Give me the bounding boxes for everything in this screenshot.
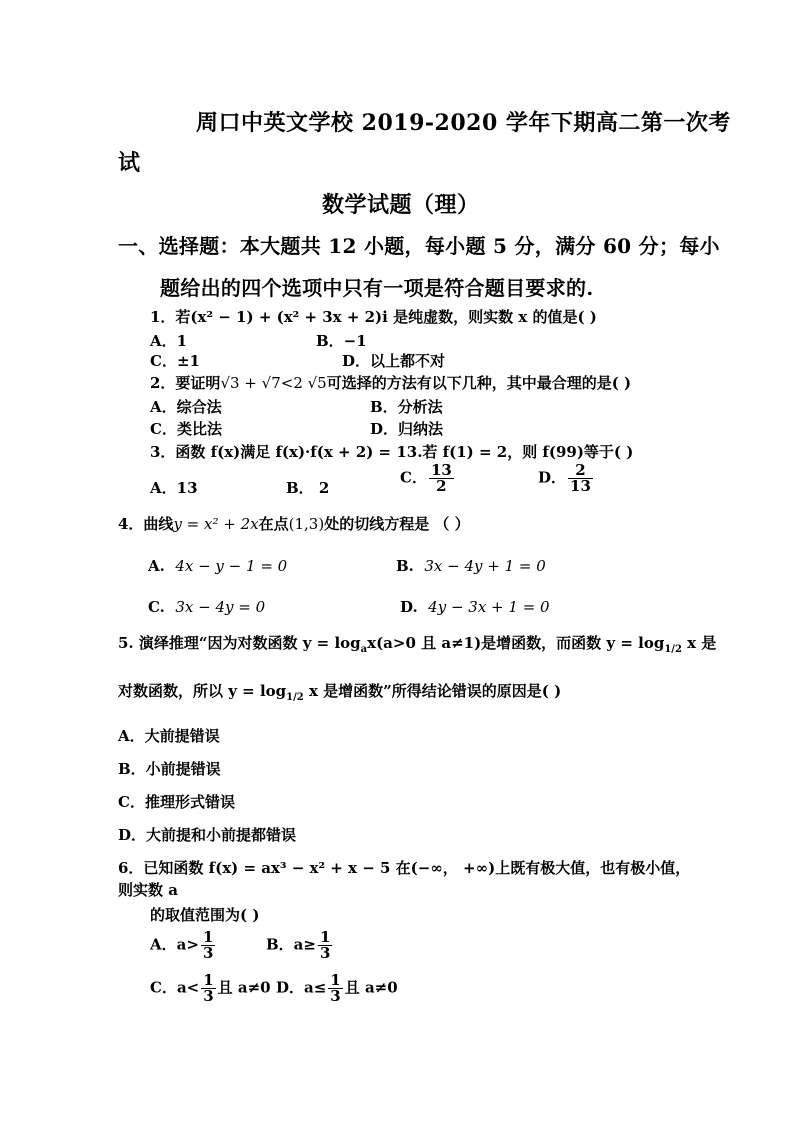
- section-heading-line1: 一、选择题：本大题共 12 小题，每小题 5 分，满分 60 分；每小: [118, 234, 720, 258]
- option-equation: 4x − y − 1 = 0: [175, 557, 288, 575]
- question-5-option-a: A．大前提错误: [118, 727, 220, 745]
- question-6-stem-line1: 6．已知函数 f(x) = ax³ − x² + x − 5 在(−∞， +∞)上既有极大值，也有极小值，: [118, 859, 691, 877]
- question-5-line2-pre: 对数函数，所以 y = log: [118, 682, 287, 700]
- question-3-option-c-fraction: [429, 463, 454, 494]
- option-label: B．a≥: [266, 935, 316, 954]
- question-1-option-c: C．±1: [150, 352, 200, 370]
- option-label: C.: [148, 598, 165, 616]
- question-4-option-d: [400, 598, 550, 616]
- question-6-option-b: [266, 930, 334, 961]
- question-3-option-c: [400, 463, 456, 494]
- question-1-option-a: A．1: [150, 332, 188, 350]
- question-6-option-a: [150, 930, 217, 961]
- question-4-option-a: [148, 557, 287, 575]
- option-label: D.: [400, 598, 418, 616]
- question-3-option-d-fraction: [568, 463, 593, 494]
- question-2-option-d: D．归纳法: [370, 420, 444, 438]
- question-5-line1-mid: x(a>0 且 a≠1)是增函数，而函数 y = log: [367, 634, 665, 652]
- question-3-option-d-label: D．: [538, 468, 567, 487]
- option-label: B.: [396, 557, 414, 575]
- fraction-numerator: 2: [575, 461, 586, 479]
- log-base: 1/2: [286, 692, 304, 703]
- question-1-option-d: D．以上都不对: [342, 352, 446, 370]
- section-heading-line2: 题给出的四个选项中只有一项是符合题目要求的.: [160, 276, 594, 300]
- question-3-option-b: B． 2: [286, 479, 330, 497]
- question-4-stem: [118, 513, 470, 534]
- question-2-stem-post: 可选择的方法有以下几种，其中最合理的是( ): [326, 374, 632, 392]
- option-label: C．a<: [150, 978, 200, 997]
- fraction-numerator: 1: [202, 928, 214, 946]
- question-6-option-c: [150, 973, 271, 1004]
- question-5-stem-line1: [118, 632, 716, 655]
- question-5-option-d: D．大前提和小前提都错误: [118, 826, 297, 844]
- fraction-one-third: [318, 930, 332, 961]
- exam-subtitle: 数学试题（理）: [322, 192, 480, 218]
- question-2-stem: [150, 372, 631, 393]
- question-6-stem-line2: 则实数 a: [118, 881, 178, 899]
- fraction-numerator: 13: [430, 461, 452, 479]
- fraction-numerator: 1: [330, 971, 341, 989]
- question-2-option-b: B．分析法: [370, 398, 443, 416]
- fraction-denominator: 3: [202, 944, 214, 962]
- log-base: 1/2: [664, 644, 682, 655]
- question-1-stem: 1．若(x² − 1) + (x² + 3x + 2)i 是纯虚数，则实数 x 的值是( ): [150, 308, 597, 326]
- fraction-denominator: 3: [319, 944, 331, 962]
- question-3-option-c-label: C．: [400, 468, 427, 487]
- question-5-option-c: C．推理形式错误: [118, 793, 235, 811]
- question-4-stem-post: 处的切线方程是 （ ）: [324, 515, 470, 533]
- option-equation: 3x − 4y = 0: [175, 598, 266, 616]
- fraction-one-third: [201, 930, 215, 961]
- question-2-stem-pre: 2．要证明: [150, 374, 221, 392]
- exam-title-line2: 试: [118, 150, 141, 176]
- question-5-line2-post: x 是增函数”所得结论错误的原因是( ): [303, 682, 562, 700]
- question-5-line1-pre: 5. 演绎推理“因为对数函数 y = log: [118, 634, 361, 652]
- question-3-option-a: A．13: [150, 479, 198, 497]
- question-4-point: (1,3): [288, 515, 325, 533]
- fraction-numerator: 1: [319, 928, 331, 946]
- question-5-line1-post: x 是: [681, 634, 717, 652]
- option-condition: 且 a≠0: [217, 978, 271, 997]
- question-6-stem-line3: 的取值范围为( ): [150, 906, 260, 924]
- question-5-option-b: B．小前提错误: [118, 760, 221, 778]
- question-4-option-c: [148, 598, 265, 616]
- option-label: A.: [148, 557, 165, 575]
- question-4-option-b: [396, 557, 546, 575]
- option-equation: 4y − 3x + 1 = 0: [428, 598, 550, 616]
- question-3-option-d: [538, 463, 595, 494]
- question-4-stem-pre: 4．曲线: [118, 515, 174, 533]
- exam-title-line1: 周口中英文学校 2019-2020 学年下期高二第一次考: [196, 110, 731, 136]
- fraction-denominator: 13: [570, 477, 591, 495]
- fraction-numerator: 1: [203, 971, 214, 989]
- question-5-stem-line2: [118, 680, 561, 703]
- option-label: A．a>: [150, 935, 199, 954]
- option-equation: 3x − 4y + 1 = 0: [424, 557, 546, 575]
- option-label: D．a≤: [276, 978, 327, 997]
- question-4-stem-mid: 在点: [258, 515, 289, 533]
- fraction-denominator: 2: [429, 478, 454, 494]
- log-base: a: [360, 644, 368, 655]
- option-condition: 且 a≠0: [344, 978, 398, 997]
- fraction-denominator: 3: [330, 987, 341, 1005]
- fraction-one-third: [328, 973, 342, 1004]
- fraction-one-third: [201, 973, 215, 1004]
- question-6-option-d: [276, 973, 398, 1004]
- question-2-option-a: A．综合法: [150, 398, 222, 416]
- question-2-radical-expression: √3 + √7<2 √5: [220, 374, 327, 392]
- question-3-stem: 3．函数 f(x)满足 f(x)·f(x + 2) = 13.若 f(1) = 2，则 f(99)等于( ): [150, 443, 634, 461]
- question-2-option-c: C．类比法: [150, 420, 222, 438]
- question-4-curve-equation: y = x² + 2x: [173, 515, 259, 533]
- question-1-option-b: B．−1: [316, 332, 367, 350]
- fraction-denominator: 3: [203, 987, 214, 1005]
